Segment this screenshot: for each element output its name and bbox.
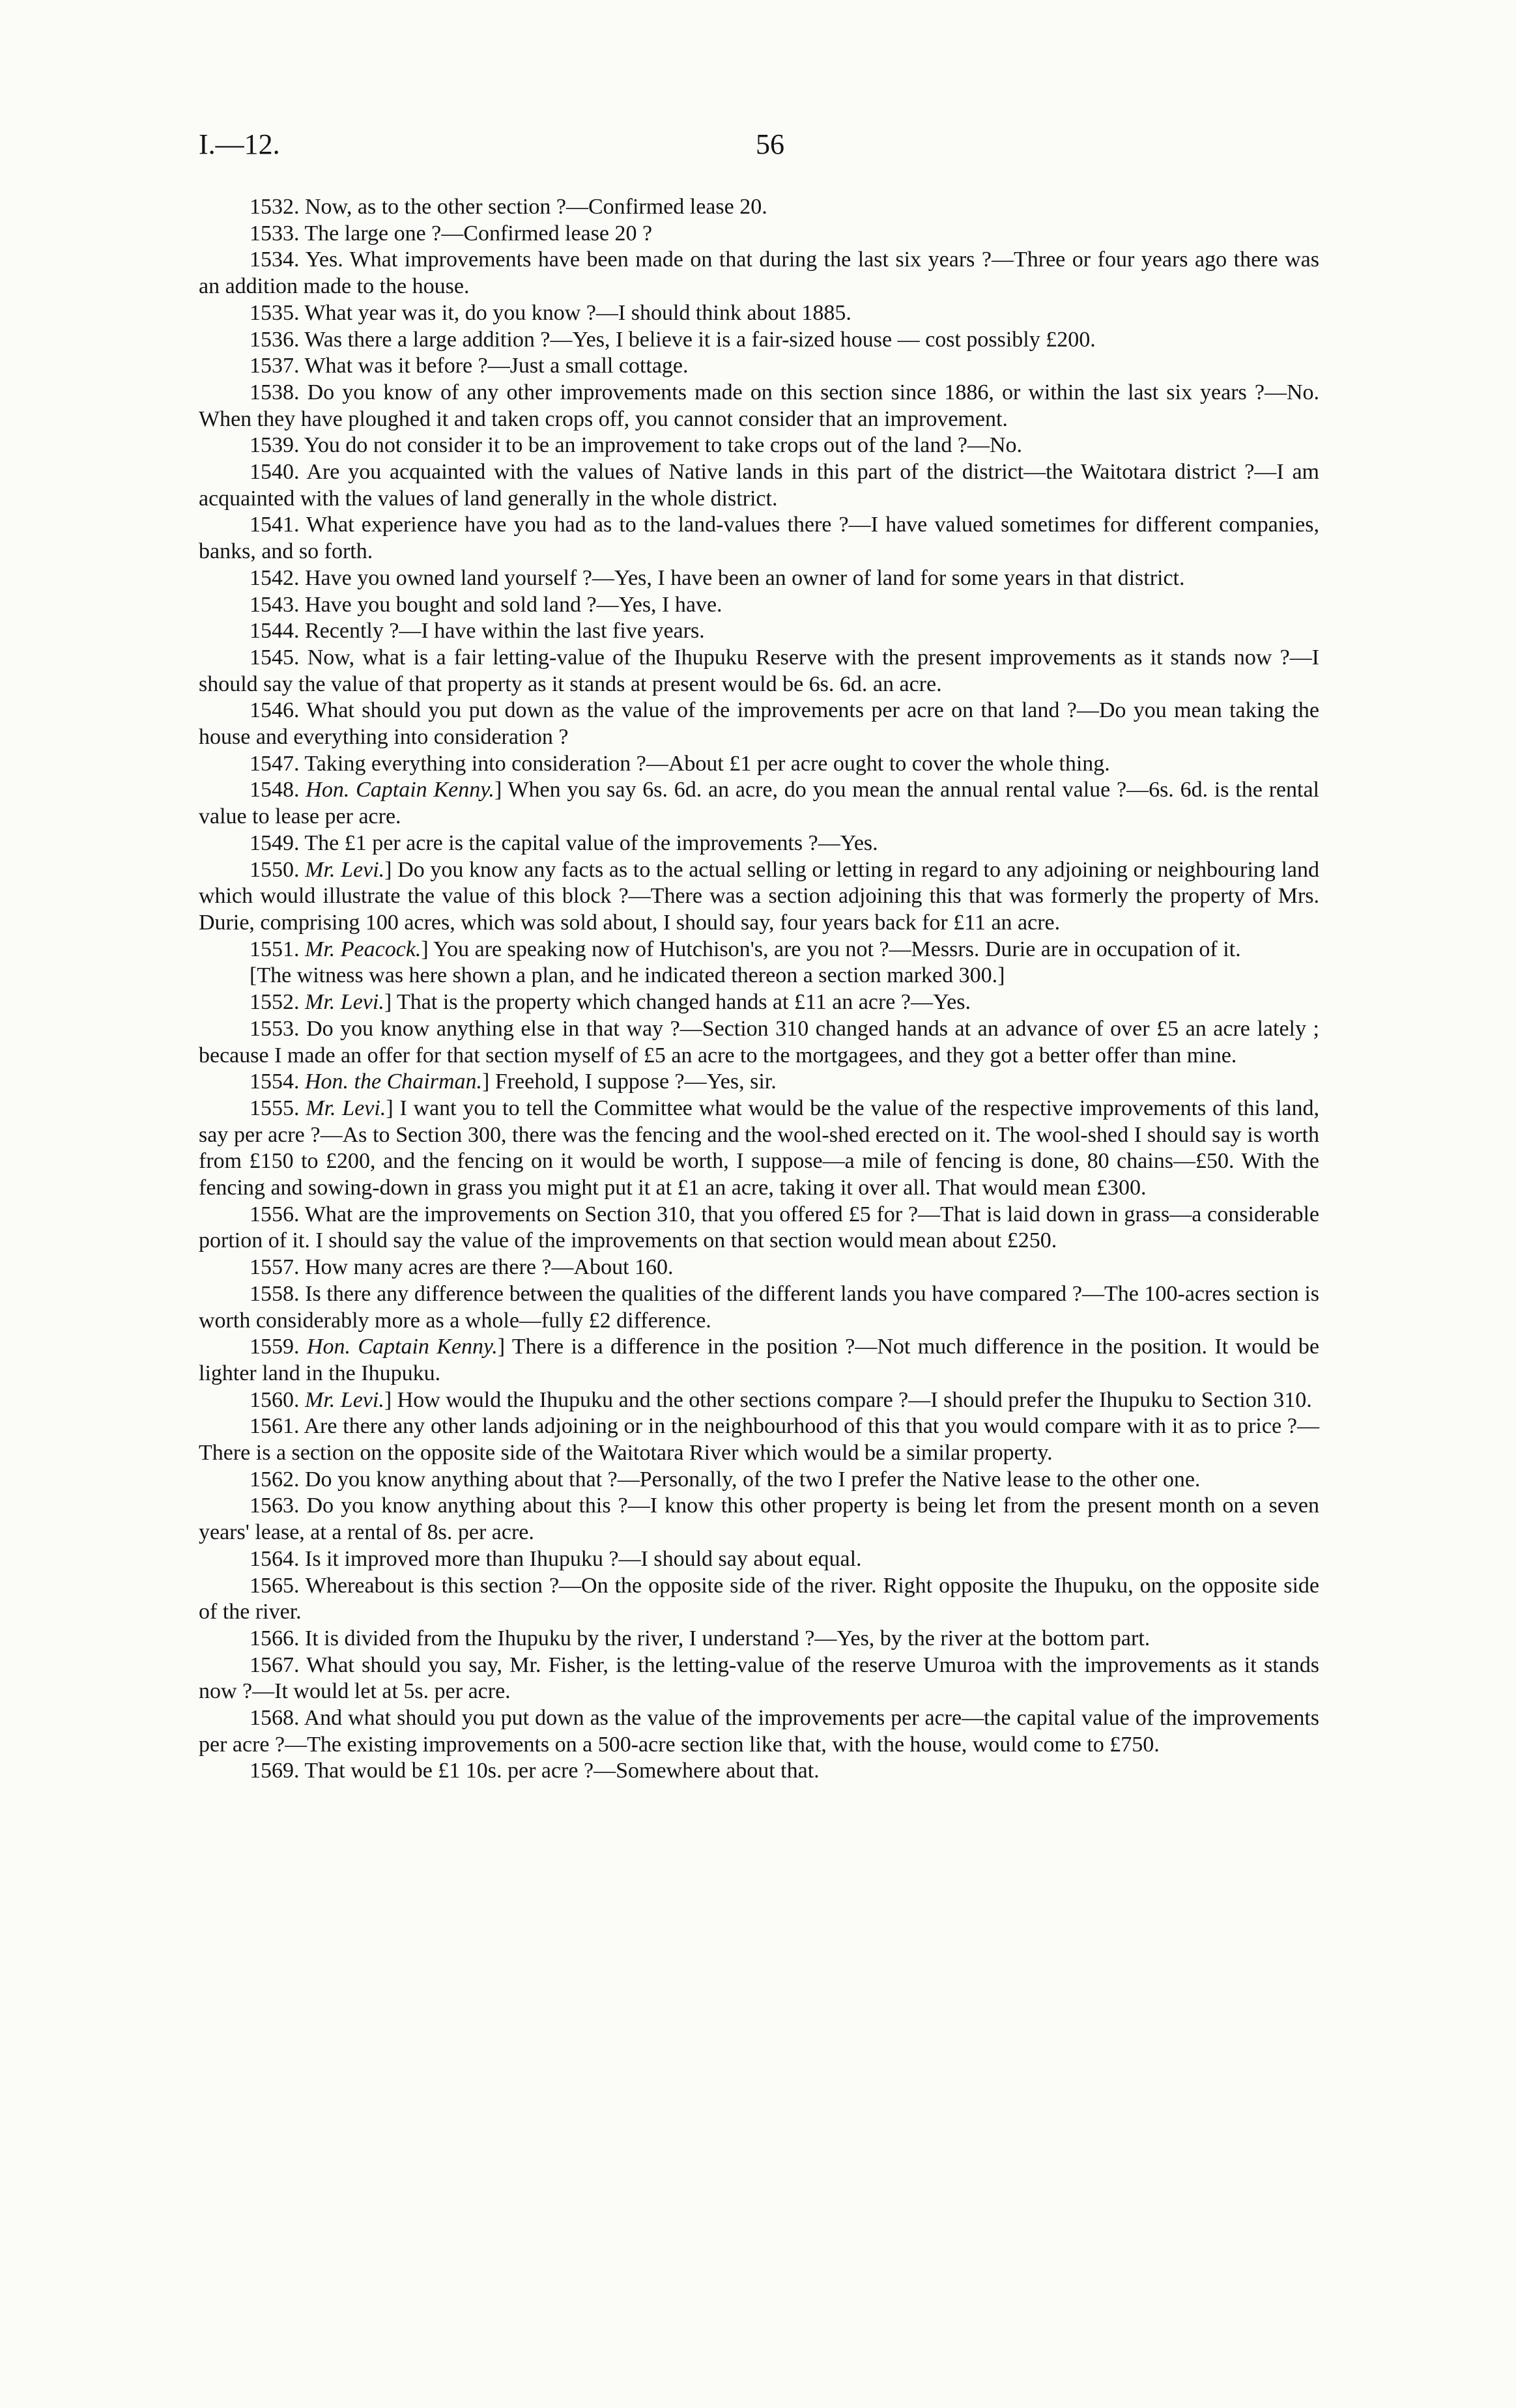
speaker-name: Hon. Captain Kenny.: [306, 1335, 498, 1359]
paragraph-text: 1566. It is divided from the Ihupuku by the river, I understand ?—Yes, by the river at the bottom part.: [250, 1626, 1151, 1650]
question-number: 1559.: [250, 1335, 300, 1359]
paragraph-text: 1564. Is it improved more than Ihupuku ?—I should say about equal.: [250, 1546, 862, 1571]
question-answer-paragraph: [199, 1546, 1319, 1573]
paragraph-text: 1562. Do you know anything about that ?—Personally, of the two I prefer the Native lease to the other one.: [250, 1467, 1201, 1492]
question-answer-paragraph: [199, 1705, 1319, 1758]
question-answer-paragraph: [199, 1069, 1319, 1096]
paragraph-text: ] You are speaking now of Hutchison's, are you not ?—Messrs. Durie are in occupation of it.: [421, 937, 1241, 961]
paragraph-text: 1535. What year was it, do you know ?—I should think about 1885.: [250, 300, 851, 325]
paragraph-text: 1569. That would be £1 10s. per acre ?—Somewhere about that.: [250, 1759, 820, 1783]
question-answer-paragraph: [199, 353, 1319, 380]
question-number: 1550.: [250, 857, 300, 882]
question-answer-paragraph: [199, 1652, 1319, 1705]
paragraph-text: ] How would the Ihupuku and the other sections compare ?—I should prefer the Ihupuku to Section 310.: [384, 1387, 1312, 1412]
paragraph-text: 1556. What are the improvements on Section 310, that you offered £5 for ?—That is laid down in grass—a considerable portion of it. I should say the value of the improvements on that section would mean about £250.: [199, 1202, 1319, 1253]
paragraph-text: ] That is the property which changed hands at £11 an acre ?—Yes.: [384, 990, 971, 1015]
question-answer-paragraph: [199, 830, 1319, 857]
question-answer-paragraph: [199, 618, 1319, 645]
paragraph-text: 1546. What should you put down as the value of the improvements per acre on that land ?—Do you mean taking the house and everything into consideration ?: [199, 698, 1319, 750]
question-answer-paragraph: [199, 1626, 1319, 1652]
question-answer-paragraph: [199, 194, 1319, 221]
question-answer-paragraph: [199, 512, 1319, 565]
question-number: 1551.: [250, 937, 300, 961]
speaker-name: Mr. Peacock.: [305, 937, 422, 961]
question-answer-paragraph: [199, 221, 1319, 248]
paragraph-text: 1543. Have you bought and sold land ?—Yes, I have.: [250, 592, 722, 617]
paragraph-text: 1536. Was there a large addition ?—Yes, I believe it is a fair-sized house — cost possibly £200.: [250, 327, 1096, 352]
question-answer-paragraph: [199, 380, 1319, 432]
paragraph-text: 1553. Do you know anything else in that way ?—Section 310 changed hands at an advance of over £5 an acre lately ; because I made an offer for that section myself of £5 an acre to the mortgagees, and they got a better offer than mine.: [199, 1016, 1319, 1068]
question-answer-paragraph: [199, 1334, 1319, 1387]
question-answer-paragraph: [199, 592, 1319, 619]
paragraph-text: 1568. And what should you put down as the value of the improvements per acre—the capital value of the improvements per acre ?—The existing improvements on a 500-acre section like that, with the house, would come to £750.: [199, 1706, 1319, 1757]
paragraph-text: [The witness was here shown a plan, and he indicated thereon a section marked 300.]: [250, 963, 1005, 988]
question-answer-paragraph: [199, 1493, 1319, 1546]
question-answer-paragraph: [199, 247, 1319, 300]
paragraph-text: 1558. Is there any difference between the qualities of the different lands you have compared ?—The 100-acres section is worth considerably more as a whole—fully £2 difference.: [199, 1281, 1319, 1333]
paragraph-text: 1561. Are there any other lands adjoining or in the neighbourhood of this that you would compare with it as to price ?—There is a section on the opposite side of the Waitotara River which would be a similar property.: [199, 1414, 1319, 1466]
speaker-name: Mr. Levi.: [305, 857, 385, 882]
question-number: 1548.: [250, 778, 300, 802]
question-answer-paragraph: [199, 1202, 1319, 1254]
paragraph-text: 1534. Yes. What improvements have been made on that during the last six years ?—Three or four years ago there was an addition made to the house.: [199, 248, 1319, 299]
paragraph-text: 1547. Taking everything into consideration ?—About £1 per acre ought to cover the whole thing.: [250, 751, 1110, 776]
question-answer-paragraph: [199, 432, 1319, 459]
question-answer-paragraph: [199, 937, 1319, 963]
paragraph-text: 1557. How many acres are there ?—About 160.: [250, 1255, 674, 1280]
question-answer-paragraph: [199, 698, 1319, 750]
paragraph-text: ] I want you to tell the Committee what would be the value of the respective improvements of this land, say per acre ?—As to Section 300, there was the fencing and the wool-shed erected on it. The wool-shed I should say is worth from £150 to £200, and the fencing on it would be worth, I suppose—a mile of fencing is done, 80 chains—£50. With the fencing and sowing-down in grass you might put it at £1 an acre, taking it over all. That would mean £300.: [199, 1096, 1320, 1200]
speaker-name: Hon. Captain Kenny.: [306, 778, 494, 802]
paragraph-text: ] When you say 6s. 6d. an acre, do you mean the annual rental value ?—6s. 6d. is the rental value to lease per acre.: [199, 778, 1319, 829]
document-reference: I.—12.: [199, 128, 280, 160]
question-answer-paragraph: [199, 1758, 1319, 1785]
question-answer-paragraph: [199, 1254, 1319, 1281]
paragraph-text: 1539. You do not consider it to be an improvement to take crops out of the land ?—No.: [250, 433, 1023, 458]
speaker-name: Mr. Levi.: [305, 990, 384, 1015]
paragraph-text: ] There is a difference in the position ?—Not much difference in the position. It would be lighter land in the Ihupuku.: [199, 1335, 1320, 1385]
question-answer-paragraph: [199, 1281, 1319, 1334]
speaker-name: Mr. Levi.: [306, 1096, 386, 1120]
paragraph-text: 1532. Now, as to the other section ?—Confirmed lease 20.: [250, 195, 767, 219]
paragraph-text: 1542. Have you owned land yourself ?—Yes, I have been an owner of land for some years in that district.: [250, 565, 1185, 590]
page-number: 56: [756, 128, 784, 160]
question-answer-paragraph: [199, 1413, 1319, 1466]
paragraph-text: 1567. What should you say, Mr. Fisher, is the letting-value of the reserve Umuroa with the improvements as it stands now ?—It would let at 5s. per acre.: [199, 1652, 1319, 1704]
question-number: 1554.: [250, 1069, 300, 1094]
question-answer-paragraph: [199, 327, 1319, 354]
question-answer-paragraph: [199, 1016, 1319, 1069]
paragraph-text: ] Freehold, I suppose ?—Yes, sir.: [482, 1069, 777, 1094]
page-header: [199, 128, 1319, 173]
evidence-text: [199, 194, 1319, 1785]
question-answer-paragraph: [199, 989, 1319, 1016]
paragraph-text: 1537. What was it before ?—Just a small cottage.: [250, 354, 689, 378]
paragraph-text: 1533. The large one ?—Confirmed lease 20 ?: [250, 221, 653, 246]
question-answer-paragraph: [199, 857, 1319, 937]
question-answer-paragraph: [199, 565, 1319, 592]
paragraph-text: 1563. Do you know anything about this ?—I know this other property is being let from the present month on a seven years' lease, at a rental of 8s. per acre.: [199, 1494, 1319, 1545]
question-answer-paragraph: [199, 1387, 1319, 1414]
question-answer-paragraph: [199, 645, 1319, 698]
question-answer-paragraph: [199, 1096, 1319, 1202]
question-answer-paragraph: [199, 1467, 1319, 1494]
speaker-name: Mr. Levi.: [305, 1387, 384, 1412]
question-number: 1560.: [250, 1387, 300, 1412]
paragraph-text: 1549. The £1 per acre is the capital value of the improvements ?—Yes.: [250, 830, 878, 855]
speaker-name: Hon. the Chairman.: [305, 1069, 482, 1094]
paragraph-text: 1565. Whereabout is this section ?—On the opposite side of the river. Right opposite the Ihupuku, on the opposite side of the river.: [199, 1573, 1319, 1624]
paragraph-text: 1538. Do you know of any other improvements made on this section since 1886, or within the last six years ?—No. When they have ploughed it and taken crops off, you cannot consider that an improvement.: [199, 380, 1319, 431]
paragraph-text: 1544. Recently ?—I have within the last five years.: [250, 619, 705, 644]
paragraph-text: 1545. Now, what is a fair letting-value of the Ihupuku Reserve with the present improvements as it stands now ?—I should say the value of that property as it stands at present would be 6s. 6d. an acre.: [199, 645, 1319, 696]
question-answer-paragraph: [199, 1573, 1319, 1626]
question-answer-paragraph: [199, 777, 1319, 830]
question-number: 1552.: [250, 990, 300, 1015]
paragraph-text: 1541. What experience have you had as to the land-values there ?—I have valued sometimes for different companies, banks, and so forth.: [199, 513, 1319, 564]
question-answer-paragraph: [199, 751, 1319, 778]
question-answer-paragraph: [199, 459, 1319, 512]
question-number: 1555.: [250, 1096, 300, 1120]
question-answer-paragraph: [199, 300, 1319, 327]
paragraph-text: ] Do you know any facts as to the actual selling or letting in regard to any adjoining or neighbouring land which would illustrate the value of this block ?—There was a section adjoining this that was formerly the property of Mrs. Durie, comprising 100 acres, which was sold about, I should say, four years back for £11 an acre.: [199, 857, 1320, 935]
paragraph-text: 1540. Are you acquainted with the values of Native lands in this part of the district—the Waitotara district ?—I am acquainted with the values of land generally in the whole district.: [199, 460, 1319, 511]
question-answer-paragraph: [199, 963, 1319, 989]
